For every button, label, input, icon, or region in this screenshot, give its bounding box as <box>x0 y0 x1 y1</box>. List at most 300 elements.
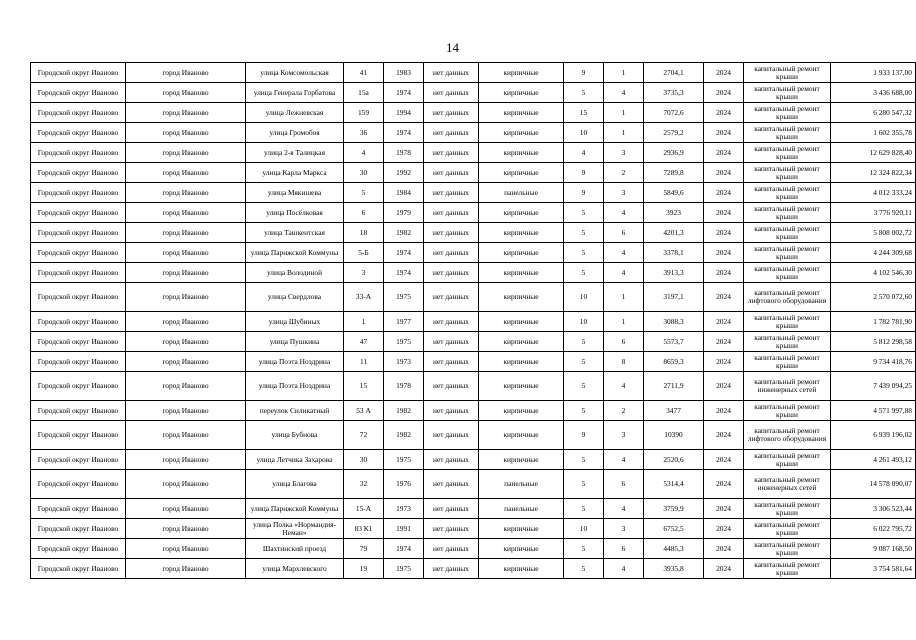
floors-cell: 5 <box>564 372 604 401</box>
table-row <box>31 103 916 123</box>
city-cell: город Иваново <box>126 123 246 143</box>
street-cell: Шахтинский проезд <box>246 539 344 559</box>
wall-material-cell: кирпичные <box>479 352 564 372</box>
work-type-cell: капитальный ремонт крыши <box>744 332 831 352</box>
area-cell: 4201,3 <box>644 223 704 243</box>
street-cell: улица Карла Маркса <box>246 163 344 183</box>
entrances-cell: 6 <box>604 223 644 243</box>
street-cell: улица Мархлевского <box>246 559 344 579</box>
floors-cell: 5 <box>564 83 604 103</box>
status-cell: нет данных <box>424 223 479 243</box>
work-type-cell: капитальный ремонт крыши <box>744 539 831 559</box>
cost-cell: 1 782 781,90 <box>831 312 916 332</box>
plan-year-cell: 2024 <box>704 450 744 470</box>
plan-year-cell: 2024 <box>704 519 744 539</box>
district-cell: Городской округ Иваново <box>31 312 126 332</box>
plan-year-cell: 2024 <box>704 83 744 103</box>
city-cell: город Иваново <box>126 312 246 332</box>
area-cell: 3913,3 <box>644 263 704 283</box>
area-cell: 2520,6 <box>644 450 704 470</box>
entrances-cell: 4 <box>604 243 644 263</box>
work-type-cell: капитальный ремонт крыши <box>744 143 831 163</box>
house-number-cell: 30 <box>344 163 384 183</box>
city-cell: город Иваново <box>126 559 246 579</box>
plan-year-cell: 2024 <box>704 103 744 123</box>
area-cell: 3935,8 <box>644 559 704 579</box>
status-cell: нет данных <box>424 421 479 450</box>
build-year-cell: 1975 <box>384 450 424 470</box>
floors-cell: 10 <box>564 519 604 539</box>
cost-cell: 6 022 795,72 <box>831 519 916 539</box>
area-cell: 5573,7 <box>644 332 704 352</box>
status-cell: нет данных <box>424 470 479 499</box>
entrances-cell: 4 <box>604 559 644 579</box>
cost-cell: 7 439 094,25 <box>831 372 916 401</box>
entrances-cell: 3 <box>604 143 644 163</box>
street-cell: улица Парижской Коммуны <box>246 499 344 519</box>
entrances-cell: 1 <box>604 312 644 332</box>
house-number-cell: 36 <box>344 123 384 143</box>
wall-material-cell: панельные <box>479 499 564 519</box>
wall-material-cell: кирпичные <box>479 143 564 163</box>
build-year-cell: 1978 <box>384 143 424 163</box>
house-number-cell: 53 А <box>344 401 384 421</box>
house-number-cell: 41 <box>344 63 384 83</box>
work-type-cell: капитальный ремонт инженерных сетей <box>744 470 831 499</box>
table-row <box>31 63 916 83</box>
build-year-cell: 1975 <box>384 332 424 352</box>
floors-cell: 5 <box>564 559 604 579</box>
area-cell: 4485,3 <box>644 539 704 559</box>
build-year-cell: 1979 <box>384 203 424 223</box>
build-year-cell: 1974 <box>384 123 424 143</box>
wall-material-cell: кирпичные <box>479 243 564 263</box>
plan-year-cell: 2024 <box>704 401 744 421</box>
build-year-cell: 1984 <box>384 183 424 203</box>
district-cell: Городской округ Иваново <box>31 421 126 450</box>
table-row <box>31 450 916 470</box>
floors-cell: 10 <box>564 283 604 312</box>
floors-cell: 15 <box>564 103 604 123</box>
street-cell: улица Полка «Нормандия-Неман» <box>246 519 344 539</box>
status-cell: нет данных <box>424 103 479 123</box>
floors-cell: 5 <box>564 263 604 283</box>
work-type-cell: капитальный ремонт крыши <box>744 83 831 103</box>
floors-cell: 5 <box>564 401 604 421</box>
work-type-cell: капитальный ремонт крыши <box>744 312 831 332</box>
house-number-cell: 11 <box>344 352 384 372</box>
build-year-cell: 1982 <box>384 421 424 450</box>
house-number-cell: 4 <box>344 143 384 163</box>
city-cell: город Иваново <box>126 223 246 243</box>
cost-cell: 14 578 090,07 <box>831 470 916 499</box>
floors-cell: 5 <box>564 332 604 352</box>
table-row <box>31 223 916 243</box>
house-number-cell: 15а <box>344 83 384 103</box>
work-type-cell: капитальный ремонт инженерных сетей <box>744 372 831 401</box>
city-cell: город Иваново <box>126 283 246 312</box>
cost-cell: 5 812 298,58 <box>831 332 916 352</box>
status-cell: нет данных <box>424 63 479 83</box>
city-cell: город Иваново <box>126 243 246 263</box>
city-cell: город Иваново <box>126 421 246 450</box>
floors-cell: 5 <box>564 203 604 223</box>
area-cell: 3378,1 <box>644 243 704 263</box>
street-cell: улица Посёлковая <box>246 203 344 223</box>
area-cell: 3197,1 <box>644 283 704 312</box>
area-cell: 3477 <box>644 401 704 421</box>
district-cell: Городской округ Иваново <box>31 163 126 183</box>
plan-year-cell: 2024 <box>704 263 744 283</box>
table-row <box>31 470 916 499</box>
status-cell: нет данных <box>424 143 479 163</box>
status-cell: нет данных <box>424 450 479 470</box>
cost-cell: 12 324 822,34 <box>831 163 916 183</box>
plan-year-cell: 2024 <box>704 352 744 372</box>
entrances-cell: 1 <box>604 283 644 312</box>
entrances-cell: 2 <box>604 401 644 421</box>
city-cell: город Иваново <box>126 183 246 203</box>
cost-cell: 4 102 546,30 <box>831 263 916 283</box>
plan-year-cell: 2024 <box>704 183 744 203</box>
entrances-cell: 4 <box>604 450 644 470</box>
work-type-cell: капитальный ремонт крыши <box>744 123 831 143</box>
floors-cell: 5 <box>564 352 604 372</box>
table-row <box>31 243 916 263</box>
wall-material-cell: кирпичные <box>479 103 564 123</box>
table-row <box>31 123 916 143</box>
city-cell: город Иваново <box>126 499 246 519</box>
wall-material-cell: кирпичные <box>479 263 564 283</box>
table-row <box>31 263 916 283</box>
city-cell: город Иваново <box>126 401 246 421</box>
status-cell: нет данных <box>424 519 479 539</box>
cost-cell: 2 570 072,60 <box>831 283 916 312</box>
street-cell: улица Поэта Ноздрина <box>246 372 344 401</box>
build-year-cell: 1975 <box>384 559 424 579</box>
cost-cell: 5 808 002,72 <box>831 223 916 243</box>
district-cell: Городской округ Иваново <box>31 470 126 499</box>
build-year-cell: 1977 <box>384 312 424 332</box>
street-cell: улица Пушкина <box>246 332 344 352</box>
street-cell: улица Громобоя <box>246 123 344 143</box>
city-cell: город Иваново <box>126 103 246 123</box>
floors-cell: 5 <box>564 470 604 499</box>
district-cell: Городской округ Иваново <box>31 63 126 83</box>
work-type-cell: капитальный ремонт крыши <box>744 243 831 263</box>
plan-year-cell: 2024 <box>704 332 744 352</box>
work-type-cell: капитальный ремонт крыши <box>744 450 831 470</box>
street-cell: улица Шубиных <box>246 312 344 332</box>
build-year-cell: 1975 <box>384 283 424 312</box>
status-cell: нет данных <box>424 243 479 263</box>
build-year-cell: 1973 <box>384 499 424 519</box>
status-cell: нет данных <box>424 123 479 143</box>
wall-material-cell: кирпичные <box>479 63 564 83</box>
status-cell: нет данных <box>424 499 479 519</box>
plan-year-cell: 2024 <box>704 243 744 263</box>
plan-year-cell: 2024 <box>704 283 744 312</box>
city-cell: город Иваново <box>126 332 246 352</box>
house-number-cell: 30 <box>344 450 384 470</box>
floors-cell: 5 <box>564 539 604 559</box>
district-cell: Городской округ Иваново <box>31 263 126 283</box>
house-number-cell: 47 <box>344 332 384 352</box>
street-cell: улица Бубнова <box>246 421 344 450</box>
entrances-cell: 4 <box>604 263 644 283</box>
floors-cell: 4 <box>564 143 604 163</box>
floors-cell: 5 <box>564 243 604 263</box>
area-cell: 10390 <box>644 421 704 450</box>
district-cell: Городской округ Иваново <box>31 183 126 203</box>
entrances-cell: 3 <box>604 421 644 450</box>
build-year-cell: 1974 <box>384 243 424 263</box>
status-cell: нет данных <box>424 332 479 352</box>
plan-year-cell: 2024 <box>704 499 744 519</box>
work-type-cell: капитальный ремонт крыши <box>744 103 831 123</box>
area-cell: 8659,3 <box>644 352 704 372</box>
city-cell: город Иваново <box>126 263 246 283</box>
street-cell: улица Ташкентская <box>246 223 344 243</box>
status-cell: нет данных <box>424 539 479 559</box>
entrances-cell: 1 <box>604 63 644 83</box>
table-row <box>31 143 916 163</box>
street-cell: улица Генерала Горбатова <box>246 83 344 103</box>
street-cell: улица Володиной <box>246 263 344 283</box>
cost-cell: 4 571 997,88 <box>831 401 916 421</box>
wall-material-cell: кирпичные <box>479 372 564 401</box>
status-cell: нет данных <box>424 203 479 223</box>
entrances-cell: 6 <box>604 539 644 559</box>
cost-cell: 12 629 828,40 <box>831 143 916 163</box>
work-type-cell: капитальный ремонт крыши <box>744 223 831 243</box>
house-number-cell: 6 <box>344 203 384 223</box>
city-cell: город Иваново <box>126 163 246 183</box>
floors-cell: 5 <box>564 499 604 519</box>
street-cell: улица Мякишева <box>246 183 344 203</box>
wall-material-cell: панельные <box>479 470 564 499</box>
district-cell: Городской округ Иваново <box>31 559 126 579</box>
plan-year-cell: 2024 <box>704 372 744 401</box>
wall-material-cell: кирпичные <box>479 401 564 421</box>
work-type-cell: капитальный ремонт крыши <box>744 499 831 519</box>
street-cell: улица Парижской Коммуны <box>246 243 344 263</box>
wall-material-cell: кирпичные <box>479 223 564 243</box>
house-number-cell: 1 <box>344 312 384 332</box>
cost-cell: 4 244 309,68 <box>831 243 916 263</box>
status-cell: нет данных <box>424 559 479 579</box>
status-cell: нет данных <box>424 352 479 372</box>
plan-year-cell: 2024 <box>704 470 744 499</box>
cost-cell: 6 939 196,02 <box>831 421 916 450</box>
entrances-cell: 8 <box>604 352 644 372</box>
street-cell: улица 2-я Талицкая <box>246 143 344 163</box>
area-cell: 2711,9 <box>644 372 704 401</box>
wall-material-cell: кирпичные <box>479 539 564 559</box>
work-type-cell: капитальный ремонт крыши <box>744 163 831 183</box>
area-cell: 2704,1 <box>644 63 704 83</box>
floors-cell: 9 <box>564 63 604 83</box>
district-cell: Городской округ Иваново <box>31 243 126 263</box>
entrances-cell: 6 <box>604 332 644 352</box>
build-year-cell: 1976 <box>384 470 424 499</box>
cost-cell: 6 280 547,32 <box>831 103 916 123</box>
district-cell: Городской округ Иваново <box>31 283 126 312</box>
table-row <box>31 519 916 539</box>
cost-cell: 3 306 523,44 <box>831 499 916 519</box>
house-number-cell: 5 <box>344 183 384 203</box>
table-row <box>31 183 916 203</box>
plan-year-cell: 2024 <box>704 312 744 332</box>
floors-cell: 5 <box>564 223 604 243</box>
district-cell: Городской округ Иваново <box>31 143 126 163</box>
wall-material-cell: кирпичные <box>479 83 564 103</box>
cost-cell: 1 933 137,00 <box>831 63 916 83</box>
cost-cell: 9 087 168,50 <box>831 539 916 559</box>
wall-material-cell: кирпичные <box>479 421 564 450</box>
city-cell: город Иваново <box>126 539 246 559</box>
plan-year-cell: 2024 <box>704 163 744 183</box>
house-number-cell: 32 <box>344 470 384 499</box>
wall-material-cell: кирпичные <box>479 332 564 352</box>
house-number-cell: 3 <box>344 263 384 283</box>
status-cell: нет данных <box>424 372 479 401</box>
cost-cell: 3 436 688,00 <box>831 83 916 103</box>
entrances-cell: 2 <box>604 163 644 183</box>
entrances-cell: 4 <box>604 83 644 103</box>
area-cell: 2579,2 <box>644 123 704 143</box>
area-cell: 5849,6 <box>644 183 704 203</box>
house-number-cell: 15 <box>344 372 384 401</box>
table-row <box>31 283 916 312</box>
table-row <box>31 372 916 401</box>
work-type-cell: капитальный ремонт крыши <box>744 352 831 372</box>
plan-year-cell: 2024 <box>704 223 744 243</box>
build-year-cell: 1992 <box>384 163 424 183</box>
street-cell: улица Комсомольская <box>246 63 344 83</box>
house-number-cell: 18 <box>344 223 384 243</box>
city-cell: город Иваново <box>126 143 246 163</box>
entrances-cell: 4 <box>604 372 644 401</box>
district-cell: Городской округ Иваново <box>31 352 126 372</box>
area-cell: 3735,3 <box>644 83 704 103</box>
wall-material-cell: кирпичные <box>479 163 564 183</box>
table-row <box>31 163 916 183</box>
district-cell: Городской округ Иваново <box>31 450 126 470</box>
table-row <box>31 83 916 103</box>
city-cell: город Иваново <box>126 372 246 401</box>
cost-cell: 4 012 333,24 <box>831 183 916 203</box>
cost-cell: 1 602 355,78 <box>831 123 916 143</box>
table-row <box>31 401 916 421</box>
cost-cell: 4 261 493,12 <box>831 450 916 470</box>
work-type-cell: капитальный ремонт крыши <box>744 63 831 83</box>
status-cell: нет данных <box>424 312 479 332</box>
table-row <box>31 421 916 450</box>
repair-registry-table <box>30 62 916 579</box>
entrances-cell: 4 <box>604 499 644 519</box>
area-cell: 5314,4 <box>644 470 704 499</box>
build-year-cell: 1991 <box>384 519 424 539</box>
area-cell: 7072,6 <box>644 103 704 123</box>
house-number-cell: 5-Б <box>344 243 384 263</box>
district-cell: Городской округ Иваново <box>31 223 126 243</box>
work-type-cell: капитальный ремонт лифтового оборудования <box>744 421 831 450</box>
table-body <box>31 63 916 579</box>
wall-material-cell: кирпичные <box>479 283 564 312</box>
area-cell: 3088,3 <box>644 312 704 332</box>
street-cell: улица Поэта Ноздрина <box>246 352 344 372</box>
entrances-cell: 1 <box>604 123 644 143</box>
street-cell: улица Благова <box>246 470 344 499</box>
city-cell: город Иваново <box>126 450 246 470</box>
entrances-cell: 3 <box>604 519 644 539</box>
district-cell: Городской округ Иваново <box>31 499 126 519</box>
plan-year-cell: 2024 <box>704 559 744 579</box>
plan-year-cell: 2024 <box>704 143 744 163</box>
house-number-cell: 15-А <box>344 499 384 519</box>
floors-cell: 9 <box>564 183 604 203</box>
district-cell: Городской округ Иваново <box>31 123 126 143</box>
build-year-cell: 1974 <box>384 83 424 103</box>
wall-material-cell: кирпичные <box>479 519 564 539</box>
floors-cell: 9 <box>564 421 604 450</box>
work-type-cell: капитальный ремонт крыши <box>744 183 831 203</box>
house-number-cell: 72 <box>344 421 384 450</box>
table-row <box>31 559 916 579</box>
city-cell: город Иваново <box>126 519 246 539</box>
district-cell: Городской округ Иваново <box>31 83 126 103</box>
build-year-cell: 1974 <box>384 263 424 283</box>
table-row <box>31 539 916 559</box>
build-year-cell: 1978 <box>384 372 424 401</box>
street-cell: улица Летчика Захарова <box>246 450 344 470</box>
entrances-cell: 3 <box>604 183 644 203</box>
work-type-cell: капитальный ремонт крыши <box>744 263 831 283</box>
district-cell: Городской округ Иваново <box>31 203 126 223</box>
build-year-cell: 1982 <box>384 223 424 243</box>
build-year-cell: 1973 <box>384 352 424 372</box>
area-cell: 3759,9 <box>644 499 704 519</box>
table-row <box>31 499 916 519</box>
floors-cell: 9 <box>564 163 604 183</box>
build-year-cell: 1982 <box>384 401 424 421</box>
city-cell: город Иваново <box>126 352 246 372</box>
plan-year-cell: 2024 <box>704 539 744 559</box>
plan-year-cell: 2024 <box>704 421 744 450</box>
area-cell: 7289,8 <box>644 163 704 183</box>
wall-material-cell: кирпичные <box>479 450 564 470</box>
status-cell: нет данных <box>424 183 479 203</box>
work-type-cell: капитальный ремонт крыши <box>744 519 831 539</box>
work-type-cell: капитальный ремонт крыши <box>744 203 831 223</box>
status-cell: нет данных <box>424 283 479 312</box>
table-row <box>31 332 916 352</box>
plan-year-cell: 2024 <box>704 63 744 83</box>
cost-cell: 3 754 581,64 <box>831 559 916 579</box>
wall-material-cell: кирпичные <box>479 559 564 579</box>
house-number-cell: 19 <box>344 559 384 579</box>
area-cell: 6752,5 <box>644 519 704 539</box>
table-row <box>31 203 916 223</box>
street-cell: переулок Силикатный <box>246 401 344 421</box>
table-row <box>31 312 916 332</box>
cost-cell: 3 776 920,11 <box>831 203 916 223</box>
plan-year-cell: 2024 <box>704 123 744 143</box>
plan-year-cell: 2024 <box>704 203 744 223</box>
city-cell: город Иваново <box>126 470 246 499</box>
wall-material-cell: кирпичные <box>479 203 564 223</box>
